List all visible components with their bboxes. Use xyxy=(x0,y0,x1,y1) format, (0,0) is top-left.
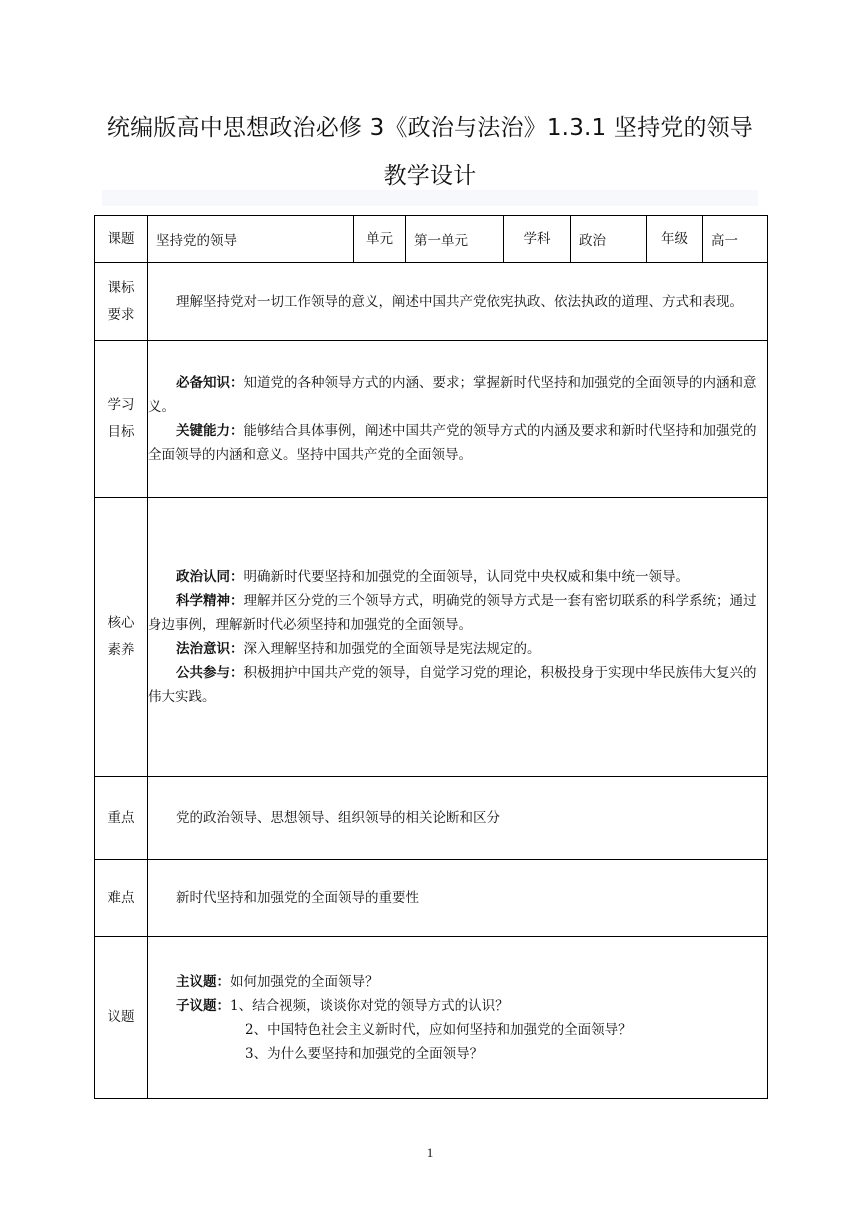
subject-label: 学科 xyxy=(504,216,571,263)
subject-value: 政治 xyxy=(571,216,647,263)
objective-knowledge: 必备知识：知道党的各种领导方式的内涵、要求；掌握新时代坚持和加强党的全面领导的内涵和意义。 xyxy=(148,375,757,415)
difficulty-text: 新时代坚持和加强党的全面领导的重要性 xyxy=(176,890,419,906)
key-point-label: 重点 xyxy=(95,777,148,860)
topic-value: 坚持党的领导 xyxy=(148,216,354,263)
sub-topic-3: 3、为什么要坚持和加强党的全面领导？ xyxy=(245,1045,484,1062)
unit-label: 单元 xyxy=(354,216,406,263)
grade-value: 高一 xyxy=(703,216,768,263)
page-number: 1 xyxy=(426,1145,434,1160)
literacy-law: 法治意识：深入理解坚持和加强党的全面领导是宪法规定的。 xyxy=(176,641,541,657)
literacy-science: 科学精神：理解并区分党的三个领导方式，明确党的领导方式是一套有密切联系的科学系统；通过身边事例，理解新时代必须坚持和加强党的全面领导。 xyxy=(148,593,757,633)
title-shading xyxy=(102,190,758,206)
topic-label: 课题 xyxy=(95,216,148,263)
main-topic: 主议题：如何加强党的全面领导？ xyxy=(176,973,379,990)
grade-label: 年级 xyxy=(647,216,703,263)
standard-label: 课标要求 xyxy=(95,263,148,341)
literacy-label: 核心素养 xyxy=(95,498,148,777)
unit-value: 第一单元 xyxy=(406,216,504,263)
difficulty-label: 难点 xyxy=(95,860,148,937)
sub-topic-2: 2、中国特色社会主义新时代，应如何坚持和加强党的全面领导？ xyxy=(245,1021,632,1038)
standard-text: 理解坚持党对一切工作领导的意义，阐述中国共产党依宪执政、依法执政的道理、方式和表现。 xyxy=(176,293,743,310)
sub-topic-1: 子议题：1、结合视频，谈谈你对党的领导方式的认识？ xyxy=(176,997,509,1014)
literacy-public: 公共参与：积极拥护中国共产党的领导，自觉学习党的理论，积极投身于实现中华民族伟大复兴的伟大实践。 xyxy=(148,665,757,705)
header-row xyxy=(95,216,768,263)
difficulty-row xyxy=(95,860,768,937)
literacy-political: 政治认同：明确新时代要坚持和加强党的全面领导，认同党中央权威和集中统一领导。 xyxy=(176,569,689,585)
key-point-row xyxy=(95,777,768,860)
objectives-label: 学习目标 xyxy=(95,341,148,498)
standard-row xyxy=(95,263,768,341)
topics-label: 议题 xyxy=(95,937,148,1099)
literacy-row xyxy=(95,498,768,777)
lesson-plan-table xyxy=(94,215,768,1099)
topics-row xyxy=(95,937,768,1099)
key-point-text: 党的政治领导、思想领导、组织领导的相关论断和区分 xyxy=(176,810,500,826)
objectives-row xyxy=(95,341,768,498)
document-title: 统编版高中思想政治必修 3《政治与法治》1.3.1 坚持党的领导 教学设计 xyxy=(106,115,754,189)
objective-ability: 关键能力：能够结合具体事例，阐述中国共产党的领导方式的内涵及要求和新时代坚持和加强党的全面领导的内涵和意义。坚持中国共产党的全面领导。 xyxy=(148,423,757,463)
